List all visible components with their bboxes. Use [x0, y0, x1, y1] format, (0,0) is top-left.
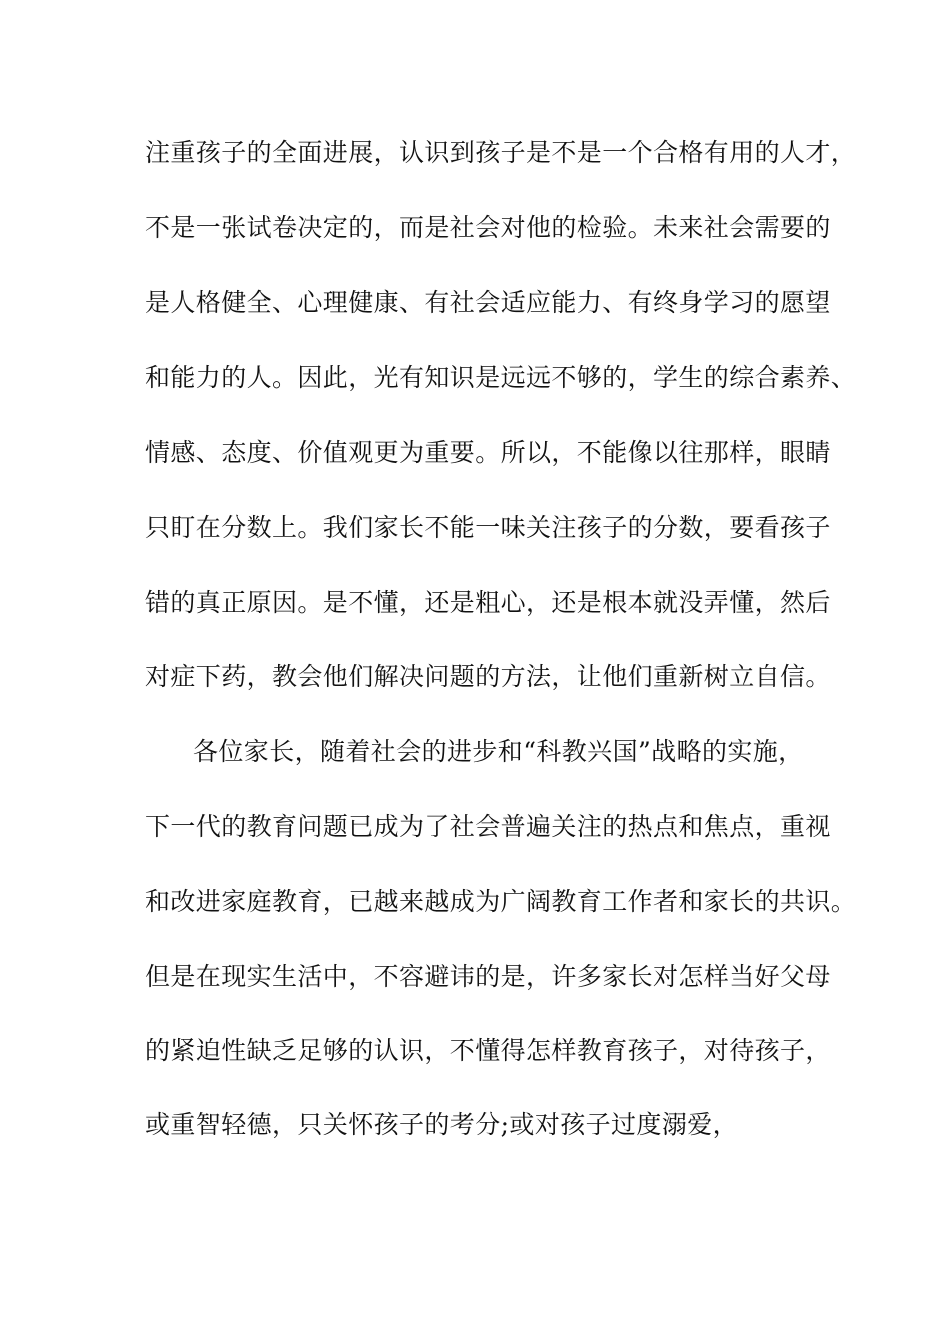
paragraph-line: 的紧迫性缺乏足够的认识，不懂得怎样教育孩子，对待孩子，: [145, 1036, 831, 1065]
paragraph-line: 不是一张试卷决定的，而是社会对他的检验。未来社会需要的: [145, 213, 831, 242]
paragraph-line: 但是在现实生活中，不容避讳的是，许多家长对怎样当好父母: [145, 962, 831, 991]
paragraph-line: 对症下药，教会他们解决问题的方法，让他们重新树立自信。: [145, 662, 831, 691]
paragraph-line: 只盯在分数上。我们家长不能一味关注孩子的分数，要看孩子: [145, 513, 831, 542]
paragraph-line: 和改进家庭教育，已越来越成为广阔教育工作者和家长的共识。: [145, 887, 857, 916]
paragraph-line: 错的真正原因。是不懂，还是粗心，还是根本就没弄懂，然后: [145, 588, 831, 617]
paragraph-line: 情感、态度、价值观更为重要。所以，不能像以往那样，眼睛: [145, 438, 831, 467]
paragraph-line: 是人格健全、心理健康、有社会适应能力、有终身学习的愿望: [145, 288, 831, 317]
paragraph-line: 或重智轻德，只关怀孩子的考分;或对孩子过度溺爱，: [145, 1110, 739, 1139]
paragraph-line: 下一代的教育问题已成为了社会普遍关注的热点和焦点，重视: [145, 812, 831, 841]
paragraph-line: 和能力的人。因此，光有知识是远远不够的，学生的综合素养、: [145, 363, 857, 392]
paragraph-first-line: 各位家长，随着社会的进步和“科教兴国”战略的实施，: [193, 737, 804, 766]
paragraph-line: 注重孩子的全面进展，认识到孩子是不是一个合格有用的人才，: [145, 138, 857, 167]
